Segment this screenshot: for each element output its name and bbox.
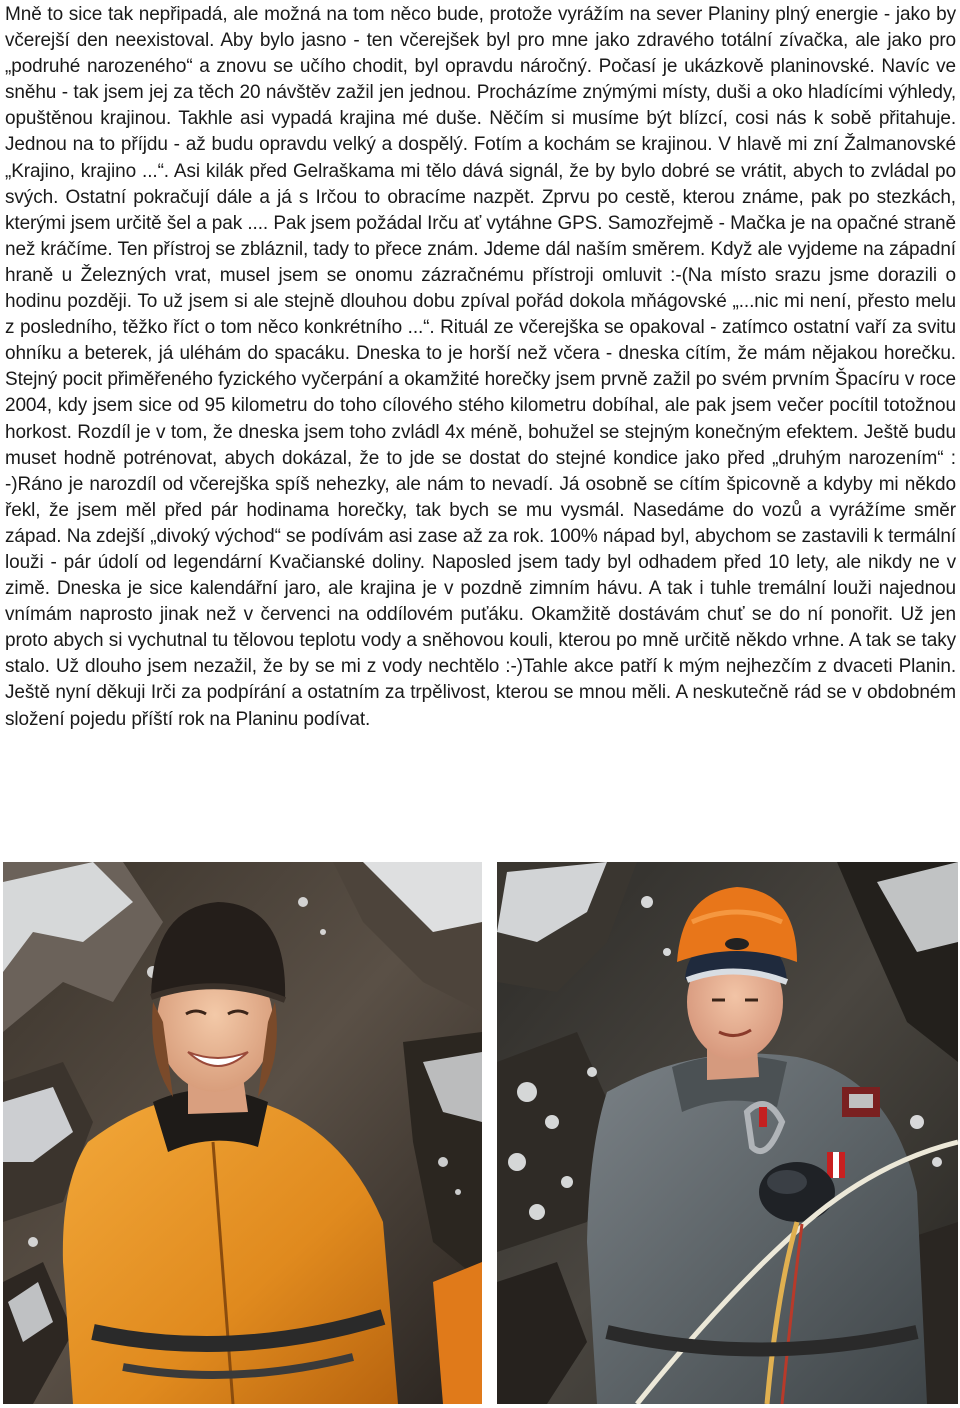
article-sentence: A neskutečně rád se v obdobném složení pojedu příští rok na Planinu podívat.: [5, 682, 957, 730]
photo-man-orange-helmet: [497, 862, 958, 1404]
article-sentence: Ten přístroj se zbláznil, tady to přece znám.: [117, 238, 484, 260]
article-sentence: Navíc ve sněhu - tak jsem jej za těch 20 návštěv zažil jen jednou.: [5, 56, 956, 104]
article-sentence: Ještě budu muset hodně potrénovat, abych dokázal, že to jde se dostat do stejné kondice jako před „druhým narozením“ : -)Ráno je narozdíl od včerejška spíš nehezky, ale nám to nevadí.: [5, 421, 956, 495]
article-sentence: Něčím si musíme být blízcí, cosi nás k sobě přitahuje.: [489, 108, 957, 130]
photo-woman-orange-jacket: [3, 862, 482, 1404]
article-sentence: Na zdejší „divoký východ“ se podívám asi zase až za rok.: [66, 525, 550, 547]
article-sentence: Nasedáme do vozů a vyrážíme směr západ.: [5, 499, 957, 547]
article-sentence: Rozdíl je v tom, že dneska jsem toho zvládl 4x méně, bohužel se stejným konečným efektem.: [77, 421, 864, 443]
article-sentence: Ostatní pokračují dále a já s Irčou to obracíme nazpět.: [65, 186, 542, 208]
article-sentence: Takhle asi vypadá krajina mé duše.: [178, 108, 490, 130]
article-sentence: Rituál ze včerejška se opakoval - zatímco ostatní vaří za svitu ohníku a beterek, já uléhám do spacáku.: [5, 317, 956, 365]
article-sentence: Dneska to je horší než včera - dneska cítím, že mám nějakou horečku.: [356, 343, 956, 365]
article-sentence: Jdeme dál naším směrem.: [483, 238, 711, 260]
article-sentence: Já osobně se cítím špicovně a kdyby mi někdo řekl, že jsem měl před pár hodinama horečky, tak bych se mu vysmál.: [5, 473, 956, 521]
article-sentence: Stejný pocit přiměřeného fyzického vyčerpání a okamžité horečky jsem prvně zažil po svém prvním Špacíru v roce 2004, kdy jsem sice od 95 kilometru do toho cílového stého kilometru dobíhal, ale pak jsem večer pocítil totožnou horkost.: [5, 369, 956, 443]
article-sentence: 100% nápad byl, abychom se zastavili k termální louži - pár údolí od legendární Kvačianské doliny.: [5, 525, 956, 573]
article-sentence: Počasí je ukázkově planinovské.: [598, 56, 882, 78]
article-sentence: Pak jsem požádal Irču ať vytáhne GPS.: [273, 212, 608, 234]
article-sentence: Už jen proto abych si vychutnal tu tělovou teplotu vody a sněhovou kouli, kterou po mně určitě někdo vrhne.: [5, 604, 956, 652]
article-sentence: Procházíme znýmými místy, duši a oko hladícími výhledy, opuštěnou krajinou.: [5, 82, 956, 130]
article-sentence: A tak se taky stalo.: [5, 630, 956, 678]
article-sentence: Jednou na to příjdu - až budu opravdu velký a dospělý.: [5, 134, 474, 156]
article-sentence: Když ale vyjdeme na západní hraně u Železných vrat, musel jsem se onomu zázračnému přístroji omluvit :-(Na místo srazu jsme dorazili o hodinu později.: [5, 238, 956, 313]
article-sentence: Samozřejmě - Mačka je na opačné straně než kráčíme.: [5, 212, 956, 260]
article-sentence: Fotím a kochám se krajinou.: [473, 134, 719, 156]
article-sentence: To už jsem si ale stejně dlouhou dobu zpíval pořád dokola mňágovské „...nic mi není, přesto melu z posledního, těžko říct o tom něco konkrétního ...“.: [5, 291, 956, 339]
article-sentence: Naposled jsem tady byl odhadem před 10 lety, ale nikdy ne v zimě.: [5, 551, 956, 600]
article-sentence: V hlavě mi zní Žalmanovské „Krajino, krajino ...“.: [5, 134, 956, 182]
article-sentence: Ještě nyní děkuji Irči za podpírání a ostatním za trpělivost, kterou se mnou měli.: [5, 682, 676, 704]
photo-man-orange-helmet-drawing: [497, 862, 958, 1404]
article-sentence: Už dlouho jsem nezažil, že by se mi z vody nechtělo :-)Tahle akce patří k mým nejhezčím z dvaceti Planin.: [55, 656, 956, 678]
article-sentence: Asi kilák před Gelraškama mi tělo dává signál, že by bylo dobré se vrátit, abych to zvládal po svých.: [5, 160, 956, 208]
article-sentence: Okamžitě dostávám chuť se do ní ponořit.: [531, 604, 901, 626]
article-sentence: Aby bylo jasno - ten včerejšek byl pro mne jako zdravého totální zívačka, ale jako pro „podruhé narozeného“ a znovu se učího chodit, byl opravdu náročný.: [5, 30, 957, 78]
photo-woman-orange-jacket-drawing: [3, 862, 482, 1404]
article-sentence: Zprvu po cestě, kterou známe, pak po stezkách, kterými jsem určitě šel a pak ....: [5, 186, 956, 234]
article-sentence: Dneska je sice kalendářní jaro, ale krajina je v pozdně zimním hávu.: [56, 578, 649, 600]
article-sentence: Mně to sice tak nepřipadá, ale možná na tom něco bude, protože vyrážím na sever Planiny plný energie - jako by včerejší den neexistoval.: [5, 4, 956, 52]
article-body: [5, 2, 956, 733]
article-sentence: A tak i tuhle tremální louži najednou vnímám naprosto jinak než v červenci na oddílovém puťáku.: [5, 578, 957, 626]
